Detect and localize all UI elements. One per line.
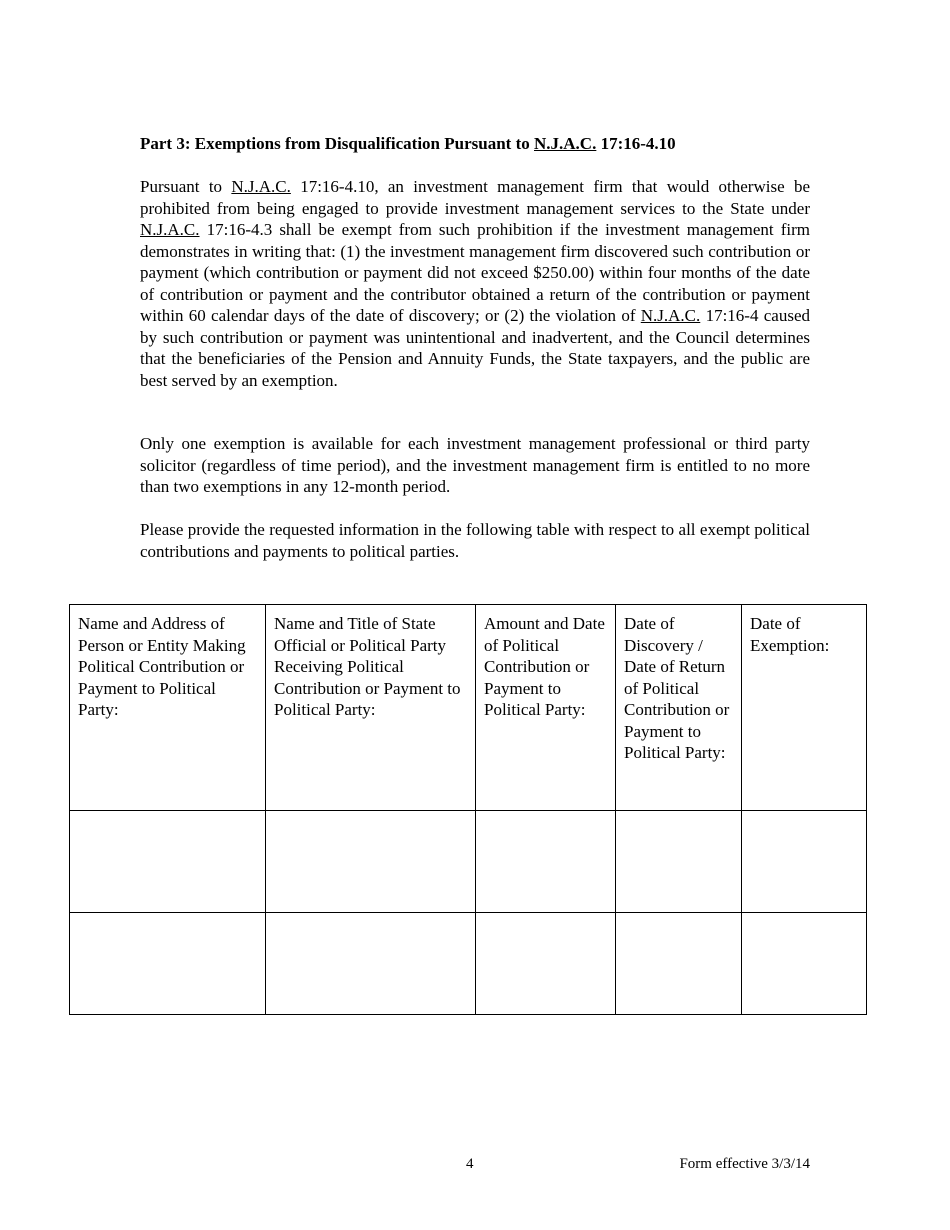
- citation-njac-1: N.J.A.C.: [231, 177, 291, 196]
- table-cell-entry[interactable]: [70, 811, 266, 913]
- heading-section: 17:16-4.10: [596, 134, 676, 153]
- table-cell-entry[interactable]: [742, 811, 867, 913]
- paragraph1-text-4: 17:16-4 caused by such contribution or payment was unintentional and inadvertent, and the Council determines that the beneficiaries of the Pension and Annuity Funds, the State taxpayers, and the public are best served by an exemption.: [140, 306, 810, 390]
- table-cell-entry[interactable]: [266, 913, 476, 1015]
- form-effective-date: Form effective 3/3/14: [679, 1156, 810, 1172]
- exemption-limit-paragraph: Only one exemption is available for each investment management professional or third party solicitor (regardless of time period), and the investment management firm is entitled to no more than two exemptions in any 12-month period.: [140, 434, 810, 496]
- citation-njac-2: N.J.A.C.: [140, 220, 200, 239]
- table-cell-entry[interactable]: [616, 913, 742, 1015]
- table-row: [70, 913, 867, 1015]
- section-heading: [140, 133, 820, 155]
- header-amount-date: Amount and Date of Political Contribution or Payment to Political Party:: [476, 605, 616, 811]
- exemption-table: [69, 604, 867, 1015]
- exemption-paragraph: [140, 176, 810, 391]
- paragraph1-text-3: 17:16-4.3 shall be exempt from such prohibition if the investment management firm demonstrates in writing that: (1) the investment management firm discovered such contribution or payment (which contribution or payment did not exceed $250.00) within four months of the date of contribution or payment and the contributor obtained a return of the contribution or payment within 60 calendar days of the date of discovery; or (2) the violation of: [140, 220, 810, 325]
- citation-njac-3: N.J.A.C.: [640, 306, 701, 325]
- paragraph1-text-2: 17:16-4.10, an investment management firm that would otherwise be prohibited from being engaged to provide investment management services to the State under: [140, 177, 810, 218]
- table-cell-entry[interactable]: [70, 913, 266, 1015]
- table-header-row: [70, 605, 867, 811]
- table-cell-entry[interactable]: [266, 811, 476, 913]
- page-number: 4: [466, 1156, 474, 1172]
- table-cell-entry[interactable]: [476, 913, 616, 1015]
- table-cell-entry[interactable]: [476, 811, 616, 913]
- header-contributor: Name and Address of Person or Entity Making Political Contribution or Payment to Political Party:: [70, 605, 266, 811]
- instructions-paragraph: Please provide the requested information in the following table with respect to all exempt political contributions and payments to political parties.: [140, 520, 810, 561]
- table-cell-entry[interactable]: [742, 913, 867, 1015]
- table-row: [70, 811, 867, 913]
- heading-citation: N.J.A.C.: [534, 134, 597, 153]
- table-cell-entry[interactable]: [616, 811, 742, 913]
- header-recipient: Name and Title of State Official or Political Party Receiving Political Contribution or Payment to Political Party:: [266, 605, 476, 811]
- paragraph1-text-1: Pursuant to: [140, 177, 232, 196]
- header-exemption-date: Date of Exemption:: [742, 605, 867, 811]
- header-discovery-return-date: Date of Discovery / Date of Return of Political Contribution or Payment to Political Party:: [616, 605, 742, 811]
- heading-text: Part 3: Exemptions from Disqualification Pursuant to: [140, 134, 534, 153]
